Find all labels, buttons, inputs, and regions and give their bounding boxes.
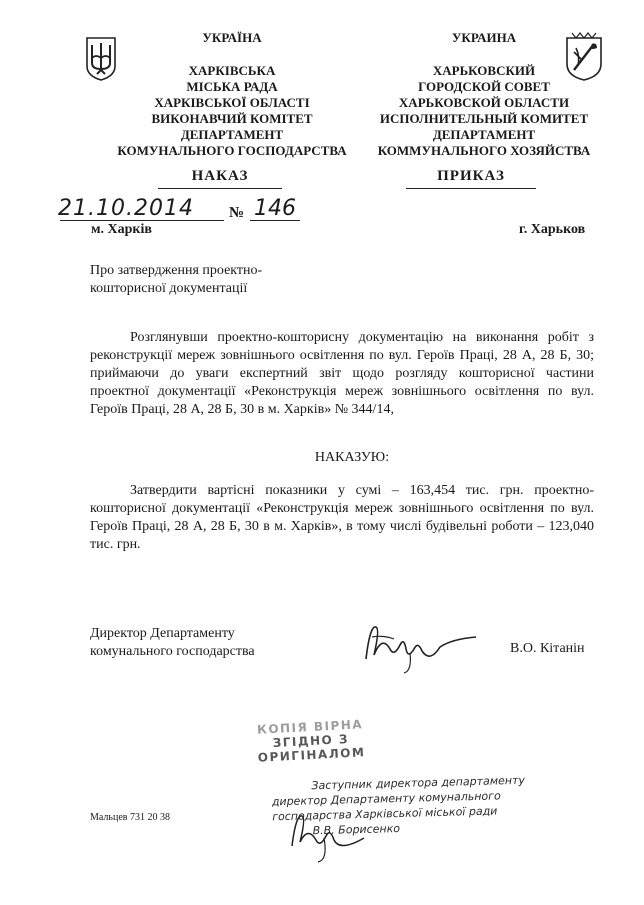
header-left-line-2: МІСЬКА РАДА <box>186 79 278 94</box>
country-name-ru: УКРАИНА <box>451 30 517 45</box>
resolution-paragraph: Затвердити вартісні показники у сумі – 163,454 тис. грн. проектно-кошторисної документації «Реконструкція мереж зовнішнього освітлення по вул. Героїв Праці, 28 А, 28 Б, 30 в м. Харків», в тому числі будівельні роботи – 123,040 тис. грн. <box>90 483 594 552</box>
doc-type-ua: НАКАЗ <box>191 168 249 184</box>
executor-contact: Мальцев 731 20 38 <box>90 812 170 823</box>
signatory-title-line-2: комунального господарства <box>90 644 255 659</box>
header-right-line-1: ХАРЬКОВСКИЙ <box>432 63 536 78</box>
header-right-line-4: ИСПОЛНИТЕЛЬНЫЙ КОМИТЕТ <box>379 111 589 126</box>
cert-line-3: господарства Харківської міської ради <box>272 804 498 824</box>
signatory-name: В.О. Кітанін <box>510 641 585 656</box>
doc-type-ru: ПРИКАЗ <box>437 168 505 184</box>
doc-type-ru-underline <box>406 188 536 189</box>
preamble-paragraph: Розглянувши проектно-кошторисну документацію на виконання робіт з реконструкції мереж зовнішнього освітлення по вул. Героїв Праці, 28 А, 28 Б, 30; приймаючи до уваги експертний звіт щодо розгляду кошторисної частини проектної документації «Реконструкція мереж зовнішнього освітлення по вул. Героїв Праці, 28 А, 28 Б, 30 в м. Харків» № 344/14, <box>90 330 594 417</box>
cert-line-2: директор Департаменту комунального <box>271 789 501 809</box>
director-signature <box>360 615 480 675</box>
cert-line-4: В.В. Борисенко <box>312 821 401 838</box>
stamp-line-2: ЗГІДНО З <box>272 732 350 750</box>
copy-certified-stamp <box>255 717 367 771</box>
header-left <box>112 30 352 159</box>
number-underline <box>250 220 300 221</box>
header-right-line-2: ГОРОДСКОЙ СОВЕТ <box>418 79 550 94</box>
certifier-signature <box>288 808 368 864</box>
header-right-line-3: ХАРЬКОВСКОЙ ОБЛАСТИ <box>398 95 570 110</box>
header-right <box>372 30 596 159</box>
order-date-handwritten: 21.10.2014 <box>58 196 194 221</box>
date-underline <box>60 220 224 221</box>
country-name-ua: УКРАЇНА <box>202 30 262 45</box>
stamp-line-1: КОПІЯ ВІРНА <box>256 717 364 737</box>
cert-line-1: Заступник директора департаменту <box>311 773 526 793</box>
header-left-line-1: ХАРКІВСЬКА <box>188 63 276 78</box>
header-right-line-6: КОММУНАЛЬНОГО ХОЗЯЙСТВА <box>377 143 591 158</box>
doc-type-ua-underline <box>158 188 282 189</box>
signatory-title <box>90 625 255 661</box>
header-right-line-5: ДЕПАРТАМЕНТ <box>432 127 536 142</box>
order-number-handwritten: 146 <box>254 196 296 221</box>
city-ru: г. Харьков <box>519 222 586 237</box>
header-left-line-3: ХАРКІВСЬКОЇ ОБЛАСТІ <box>154 95 310 110</box>
document-subject: Про затвердження проектно-кошторисної документації <box>90 263 263 296</box>
signatory-title-line-1: Директор Департаменту <box>90 626 235 641</box>
header-left-line-4: ВИКОНАВЧИЙ КОМІТЕТ <box>151 111 313 126</box>
header-left-line-6: КОМУНАЛЬНОГО ГОСПОДАРСТВА <box>117 143 347 158</box>
order-word: НАКАЗУЮ: <box>314 450 390 465</box>
stamp-line-3: ОРИГІНАЛОМ <box>257 745 366 765</box>
city-ua: м. Харків <box>91 222 152 237</box>
order-number-label: № <box>229 205 245 221</box>
header-left-line-5: ДЕПАРТАМЕНТ <box>180 127 284 142</box>
